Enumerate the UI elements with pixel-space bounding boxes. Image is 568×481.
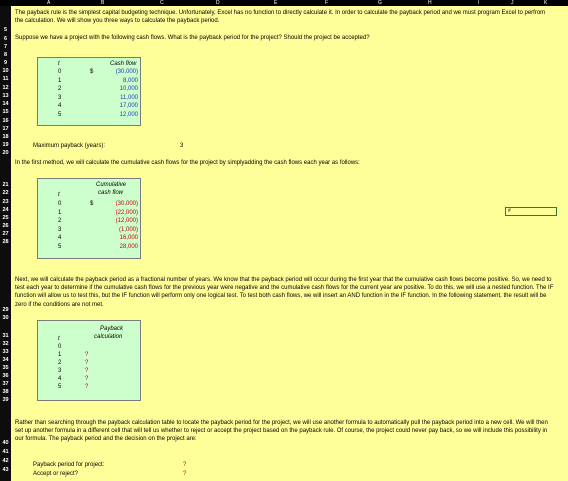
cash-flow-header[interactable]: Cash flow (110, 61, 137, 67)
payback-period-label[interactable]: Payback period for project: (33, 462, 105, 468)
row-header[interactable]: 35 (2, 365, 9, 371)
max-payback-value[interactable]: 3 (180, 143, 184, 149)
cumulative-header[interactable]: Cumulative (96, 182, 127, 188)
row-header[interactable]: 13 (2, 93, 9, 99)
cumulative-cell[interactable]: (22,000) (115, 210, 138, 216)
row-header[interactable]: 10 (2, 68, 9, 74)
column-header-j[interactable]: J (511, 0, 514, 6)
row-header[interactable]: 22 (2, 190, 9, 196)
payback-calc-cell[interactable]: ? (85, 384, 89, 390)
payback-calc-header[interactable]: calculation (94, 334, 123, 340)
cash-flow-cell[interactable]: 10,000 (119, 86, 138, 92)
cumulative-table (37, 178, 141, 259)
row-header[interactable]: 11 (2, 76, 9, 82)
t-header[interactable]: t (58, 336, 60, 342)
t-cell[interactable]: 0 (58, 344, 62, 350)
row-header[interactable]: 41 (2, 449, 9, 455)
column-header-d[interactable]: D (216, 0, 220, 6)
column-header-i[interactable]: I (478, 0, 480, 6)
row-header[interactable]: 20 (2, 150, 9, 156)
row-header[interactable]: 38 (2, 389, 9, 395)
t-cell[interactable]: 1 (58, 352, 62, 358)
t-cell[interactable]: 4 (58, 235, 62, 241)
selected-cell-value: # (508, 208, 511, 214)
column-header-e[interactable]: E (274, 0, 278, 6)
t-cell[interactable]: 3 (58, 227, 62, 233)
decision-label[interactable]: Accept or reject? (33, 471, 79, 477)
cumulative-cell[interactable]: (12,000) (115, 218, 138, 224)
decision-value[interactable]: ? (183, 471, 187, 477)
cumulative-cell[interactable]: 16,000 (119, 235, 138, 241)
cash-flow-table (37, 57, 141, 126)
row-header[interactable]: 19 (2, 142, 9, 148)
cumulative-header[interactable]: cash flow (98, 190, 124, 196)
t-cell[interactable]: 5 (58, 384, 62, 390)
cumulative-cell[interactable]: (1,000) (118, 227, 138, 233)
currency-symbol[interactable]: $ (90, 69, 94, 75)
row-header[interactable]: 36 (2, 373, 9, 379)
column-header-bar (0, 0, 568, 6)
row-header[interactable]: 29 (2, 307, 9, 313)
row-header[interactable]: 14 (2, 101, 9, 107)
row-header[interactable]: 43 (2, 467, 9, 473)
payback-calc-cell[interactable]: ? (85, 352, 89, 358)
row-header[interactable]: 12 (2, 85, 9, 91)
t-cell[interactable]: 5 (58, 244, 62, 250)
row-header[interactable]: 17 (2, 126, 9, 132)
row-header[interactable]: 26 (2, 223, 9, 229)
column-header-k[interactable]: K (544, 0, 548, 6)
column-header-b[interactable]: B (101, 0, 105, 6)
payback-calc-header[interactable]: Payback (100, 326, 124, 332)
payback-calc-cell[interactable]: ? (85, 368, 89, 374)
method1-paragraph[interactable]: In the first method, we will calculate the cumulative cash flows for the project by simplyadding the cash flows each year as follows: (15, 160, 360, 166)
row-header[interactable]: 25 (2, 215, 9, 221)
t-cell[interactable]: 0 (58, 69, 62, 75)
t-cell[interactable]: 1 (58, 78, 62, 84)
payback-calc-cell[interactable]: ? (85, 360, 89, 366)
t-cell[interactable]: 4 (58, 376, 62, 382)
t-cell[interactable]: 2 (58, 218, 62, 224)
row-header[interactable]: 9 (3, 60, 8, 66)
row-header[interactable]: 21 (2, 182, 9, 188)
t-cell[interactable]: 2 (58, 86, 62, 92)
cash-flow-cell[interactable]: 11,000 (120, 95, 138, 101)
row-header[interactable]: 18 (2, 134, 9, 140)
t-cell[interactable]: 3 (58, 95, 62, 101)
t-cell[interactable]: 1 (58, 210, 62, 216)
column-header-a[interactable]: A (47, 0, 51, 6)
row-header[interactable]: 33 (2, 349, 9, 355)
cumulative-cell[interactable]: 28,000 (119, 244, 138, 250)
row-header-bar (0, 6, 11, 481)
column-header-c[interactable]: C (160, 0, 164, 6)
cash-flow-cell[interactable]: (30,000) (115, 69, 138, 75)
t-header[interactable]: t (58, 61, 60, 67)
payback-period-value[interactable]: ? (183, 462, 187, 468)
row-header[interactable]: 40 (2, 440, 9, 446)
payback-calculation-table (37, 320, 141, 401)
row-header[interactable]: 8 (3, 52, 8, 58)
t-cell[interactable]: 2 (58, 360, 62, 366)
cumulative-cell[interactable]: (30,000) (115, 201, 138, 207)
payback-calc-cell[interactable]: ? (85, 376, 89, 382)
cash-flow-cell[interactable]: 17,000 (119, 103, 138, 109)
row-header[interactable]: 5 (3, 27, 8, 33)
t-cell[interactable]: 3 (58, 368, 62, 374)
row-header[interactable]: 7 (3, 44, 8, 50)
column-header-g[interactable]: G (378, 0, 382, 6)
row-header[interactable]: 6 (3, 36, 8, 42)
row-header[interactable]: 16 (2, 118, 9, 124)
column-header-h[interactable]: H (428, 0, 432, 6)
t-cell[interactable]: 0 (58, 201, 62, 207)
row-header[interactable]: 39 (2, 397, 9, 403)
method3-paragraph[interactable]: Rather than searching through the payback calculation table to locate the payback period for the project, we will use another formula to automatically pull the payback period into a new cell. We will then set up another formula in a different cell that will tell us whether to reject or accept the project based on the payback rule. Of course, the project could never pay back, so we will include this possibility in our formula. The payback period and the decision on the project are: (15, 420, 548, 443)
row-header[interactable]: 28 (2, 239, 9, 245)
row-header[interactable]: 24 (2, 207, 9, 213)
column-header-f[interactable]: F (325, 0, 329, 6)
max-payback-label[interactable]: Maximum payback (years): (33, 143, 106, 149)
method2-paragraph[interactable]: Next, we will calculate the payback period as a fractional number of years. We know that the payback period will occur during the first year that the cumulative cash flows become positive. So, we need to test each year to determine if the cumulative cash flows for the previous year were negative and the cumulative cash flows for the current year are positive. To do this, we will use a nested function. The IF function will allow us to test this, but the IF function will perform only one logical test. To test both cash flows, we will insert an AND function in the IF function. In the following statement, the result will be zero if the conditions are not met. (15, 277, 554, 308)
row-header[interactable]: 27 (2, 231, 9, 237)
t-cell[interactable]: 5 (58, 112, 62, 118)
suppose-paragraph[interactable]: Suppose we have a project with the following cash flows. What is the payback period for the project? Should the project be accepted? (15, 35, 370, 41)
row-header[interactable]: 34 (2, 357, 9, 363)
row-header[interactable]: 32 (2, 341, 9, 347)
t-cell[interactable]: 4 (58, 103, 62, 109)
row-header[interactable]: 42 (2, 458, 9, 464)
row-header[interactable]: 15 (2, 109, 9, 115)
row-header[interactable]: 30 (2, 315, 9, 321)
selected-cell[interactable] (505, 207, 557, 216)
currency-symbol[interactable]: $ (90, 201, 94, 207)
t-header[interactable]: t (58, 192, 60, 198)
cash-flow-cell[interactable]: 12,000 (119, 112, 138, 118)
row-header[interactable]: 31 (2, 333, 9, 339)
row-header[interactable]: 37 (2, 381, 9, 387)
cash-flow-cell[interactable]: 8,000 (122, 78, 138, 84)
row-header[interactable]: 23 (2, 199, 9, 205)
intro-paragraph[interactable]: The payback rule is the simplest capital budgeting technique. Unfortunately, Excel has no function to directly calculate it. In order to calculate the payback period and we must program Excel to perfrom the calculation. We will show you three ways to calculate the payback period. (15, 10, 546, 25)
